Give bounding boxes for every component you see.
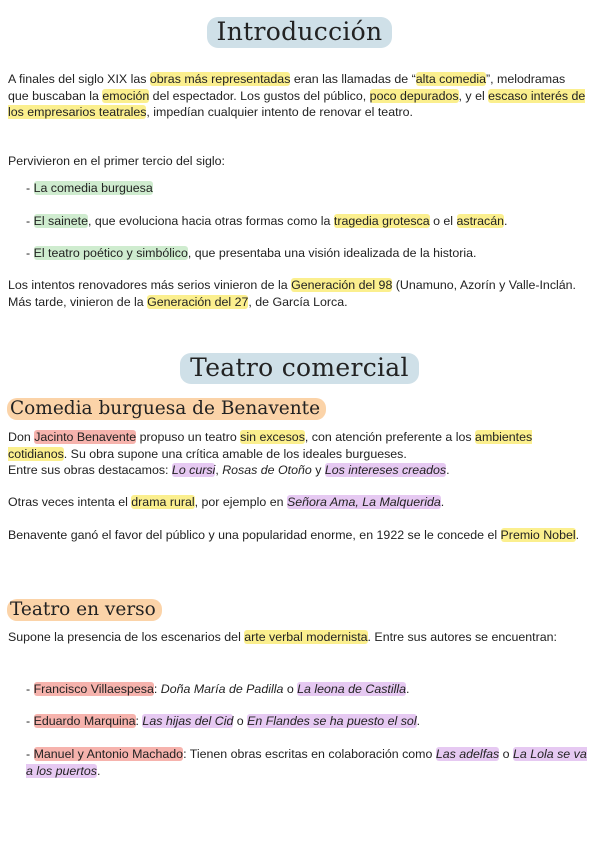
text-run: (Unamuno, Azorín y Valle-Inclán. Más tarde, vinieron de la (8, 278, 576, 309)
author-item (26, 746, 591, 779)
text-run: Pervivieron en el primer tercio del siglo: (8, 154, 225, 168)
list-item (26, 245, 591, 262)
highlight-yellow: tragedia grotesca (333, 214, 430, 228)
intro-lead-in (8, 153, 588, 170)
benavente-nobel-paragraph (8, 527, 588, 544)
text-run: , por ejemplo en (194, 495, 287, 509)
highlight-yellow: Generación del 27 (147, 294, 249, 309)
text-run: Otras veces intenta el (8, 495, 132, 509)
italic-title: Rosas de Otoño (222, 463, 312, 477)
text-run: - (26, 714, 34, 728)
text-run: A finales del siglo XIX las (8, 72, 150, 86)
text-run: o (499, 747, 513, 761)
highlight-red: Manuel y Antonio Machado (33, 747, 184, 761)
text-run: , que presentaba una visión idealizada de la historia. (187, 246, 477, 260)
text-run: , y el (458, 88, 489, 103)
highlight-purple: La leona de Castilla (297, 682, 406, 696)
highlight-purple: Las hijas del Cid (142, 714, 234, 728)
highlight-yellow: astracán (456, 214, 505, 228)
text-run: del espectador. Los gustos del público, (149, 88, 370, 103)
highlight-yellow: Generación del 98 (291, 278, 393, 292)
highlight-red: Eduardo Marquina (33, 714, 136, 728)
highlight-green: La comedia burguesa (33, 181, 153, 195)
text-run: - (26, 214, 34, 228)
highlight-purple: Las adelfas (435, 747, 500, 761)
text-run: o el (429, 214, 457, 228)
text-run: - (26, 682, 34, 696)
highlight-red: Francisco Villaespesa (33, 682, 154, 696)
text-run: . (575, 528, 580, 542)
text-run: . (406, 682, 410, 696)
highlight-yellow: poco depurados (369, 88, 459, 103)
text-run: - (26, 747, 34, 761)
highlight-green: El sainete (33, 214, 88, 228)
text-run: - (26, 246, 34, 260)
highlight-yellow: sin excesos (240, 430, 305, 444)
intro-closing-paragraph (8, 277, 588, 310)
text-run: . (446, 463, 450, 477)
text-run: propuso un teatro (136, 430, 241, 444)
text-run: . (504, 214, 508, 228)
highlight-purple: La Lola se va a los puertos (26, 747, 587, 778)
text-run: . (416, 714, 421, 728)
text-run: , con atención preferente a los (304, 430, 476, 444)
list-item (26, 213, 591, 230)
text-run: , que evoluciona hacia otras formas como la (88, 214, 334, 228)
text-run: . Su obra supone una crítica amable de los ideales burgueses. (63, 446, 407, 461)
text-run: , (215, 463, 223, 477)
section-title-introduccion: Introducción (0, 16, 599, 48)
benavente-drama-rural-paragraph (8, 494, 588, 511)
text-run: Benavente ganó el favor del público y una popularidad enorme, en 1922 se le concede el (8, 528, 501, 542)
text-run: : (153, 682, 161, 696)
highlight-yellow: ambientes cotidianos (8, 430, 533, 461)
text-run: eran las llamadas de “ (290, 72, 416, 86)
list-item (26, 180, 591, 197)
highlight-red: Jacinto Benavente (34, 430, 137, 444)
text-run: , impedían cualquier intento de renovar el teatro. (146, 105, 413, 119)
highlight-yellow: arte verbal modernista (244, 630, 368, 644)
highlight-purple: Los intereses creados (324, 463, 447, 477)
text-run: , de García Lorca. (248, 294, 348, 309)
text-run: y (311, 463, 325, 477)
italic-title: Doña María de Padilla (160, 682, 284, 696)
author-item (26, 681, 591, 698)
text-run: o (283, 682, 298, 696)
text-run: . (440, 495, 445, 509)
section-title-teatro-comercial: Teatro comercial (0, 352, 599, 384)
highlight-yellow: emoción (102, 88, 150, 103)
benavente-paragraph (8, 429, 588, 479)
text-run: o (233, 714, 248, 728)
highlight-purple: Señora Ama, La Malquerida (286, 495, 441, 509)
highlight-yellow: drama rural (131, 495, 195, 509)
highlight-yellow: escaso interés de los empresarios teatrales (8, 88, 586, 119)
highlight-yellow: Premio Nobel (500, 528, 576, 542)
text-run: Los intentos renovadores más serios vinieron de la (8, 278, 292, 292)
text-run: Don (8, 430, 35, 444)
highlight-yellow: obras más representadas (149, 72, 291, 86)
text-run: Entre sus obras destacamos: (8, 463, 172, 477)
text-run: ”, melodramas que buscaban la (8, 72, 566, 103)
text-run: . Entre sus autores se encuentran: (367, 630, 557, 644)
text-run: - (26, 181, 34, 195)
highlight-purple: Lo cursi (171, 463, 216, 477)
author-item (26, 713, 591, 730)
highlight-purple: En Flandes se ha puesto el sol (247, 714, 417, 728)
text-run: : (135, 714, 143, 728)
highlight-yellow: alta comedia (415, 72, 487, 86)
text-run: : Tienen obras escritas en colaboración como (183, 747, 436, 761)
verso-paragraph (8, 629, 588, 646)
intro-paragraph (8, 71, 588, 121)
highlight-green: El teatro poético y simbólico (33, 246, 188, 260)
text-run: . (96, 763, 101, 778)
subsection-title-benavente: Comedia burguesa de Benavente (7, 397, 326, 421)
text-run: Supone la presencia de los escenarios del (8, 630, 245, 644)
subsection-title-teatro-en-verso: Teatro en verso (7, 598, 162, 622)
